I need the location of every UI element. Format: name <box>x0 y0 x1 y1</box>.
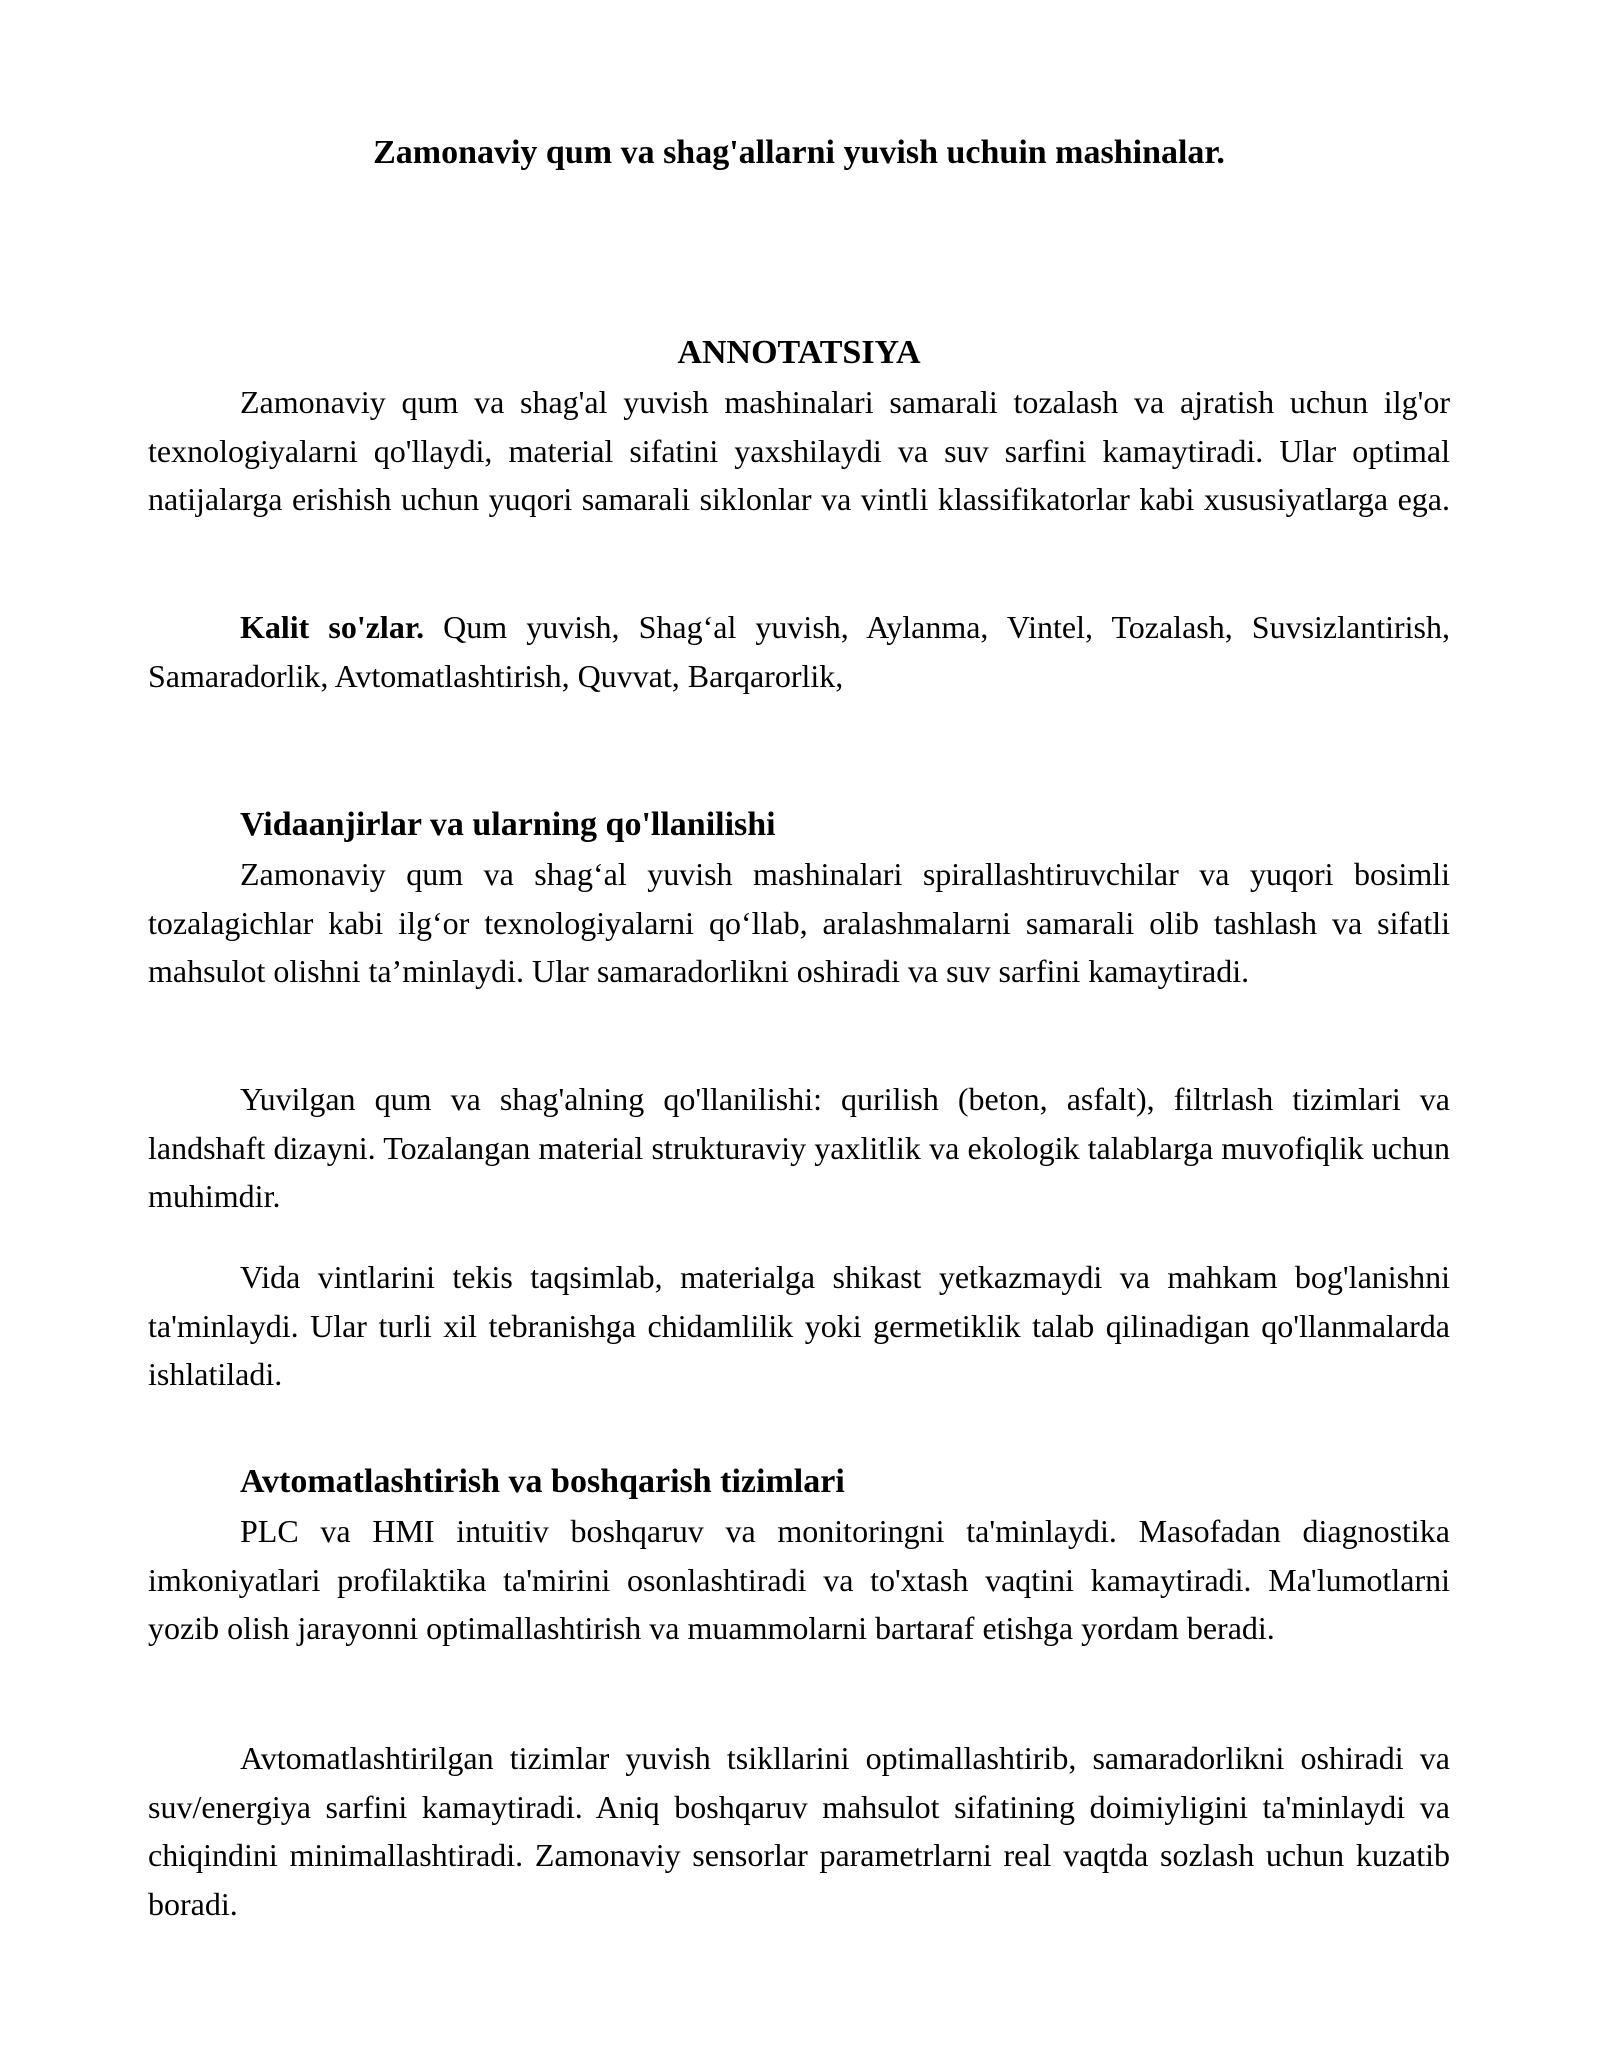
annotation-paragraph: Zamonaviy qum va shag'al yuvish mashinalari samarali tozalash va ajratish uchun ilg'or texnologiyalarni qo'llaydi, material sifatini yaxshilaydi va suv sarfini kamaytiradi. Ular optimal natijalarga erishish uchun yuqori samarali siklonlar va vintli klassifikatorlar kabi xususiyatlarga ega. <box>148 384 1450 517</box>
section-heading-vidaanjirlar: Vidaanjirlar va ularning qo'llanilishi <box>240 806 776 843</box>
keywords-list: Qum yuvish, Shag‘al yuvish, Aylanma, Vintel, Tozalash, Suvsizlantirish, Samaradorlik, Avtomatlashtirish, Quvvat, Barqarorlik, <box>148 609 1451 694</box>
page-content <box>148 0 1450 2070</box>
section1-paragraph-2: Yuvilgan qum va shag'alning qo'llanilishi: qurilish (beton, asfalt), filtrlash tizimlari va landshaft dizayni. Tozalangan material strukturaviy yaxlitlik va ekologik talablarga muvofiqlik uchun muhimdir. <box>148 1081 1450 1214</box>
section1-paragraph-1: Zamonaviy qum va shag‘al yuvish mashinalari spirallashtiruvchilar va yuqori bosimli tozalagichlar kabi ilg‘or texnologiyalarni qo‘llab, aralashmalarni samarali olib tashlash va sifatli mahsulot olishni ta’minlaydi. Ular samaradorlikni oshiradi va suv sarfini kamaytiradi. <box>148 856 1450 989</box>
document-title: Zamonaviy qum va shag'allarni yuvish uchuin mashinalar. <box>373 134 1225 171</box>
section2-paragraph-1: PLC va HMI intuitiv boshqaruv va monitoringni ta'minlaydi. Masofadan diagnostika imkoniyatlari profilaktika ta'mirini osonlashtiradi va to'xtash vaqtini kamaytiradi. Ma'lumotlarni yozib olish jarayonni optimallashtirish va muammolarni bartaraf etishga yordam beradi. <box>148 1513 1450 1646</box>
keywords-paragraph <box>148 603 1450 700</box>
section1-paragraph-3: Vida vintlarini tekis taqsimlab, materialga shikast yetkazmaydi va mahkam bog'lanishni ta'minlaydi. Ular turli xil tebranishga chidamlilik yoki germetiklik talab qilinadigan qo'llanmalarda ishlatiladi. <box>148 1259 1450 1392</box>
section-heading-avtomatlashtirish: Avtomatlashtirish va boshqarish tizimlari <box>240 1463 845 1500</box>
section2-paragraph-2: Avtomatlashtirilgan tizimlar yuvish tsikllarini optimallashtirib, samaradorlikni oshiradi va suv/energiya sarfini kamaytiradi. Aniq boshqaruv mahsulot sifatining doimiyligini ta'minlaydi va chiqindini minimallashtiradi. Zamonaviy sensorlar parametrlarni real vaqtda sozlash uchun kuzatib boradi. <box>148 1740 1450 1922</box>
annotation-heading: ANNOTATSIYA <box>677 334 921 371</box>
keywords-label: Kalit so'zlar. <box>240 609 425 645</box>
